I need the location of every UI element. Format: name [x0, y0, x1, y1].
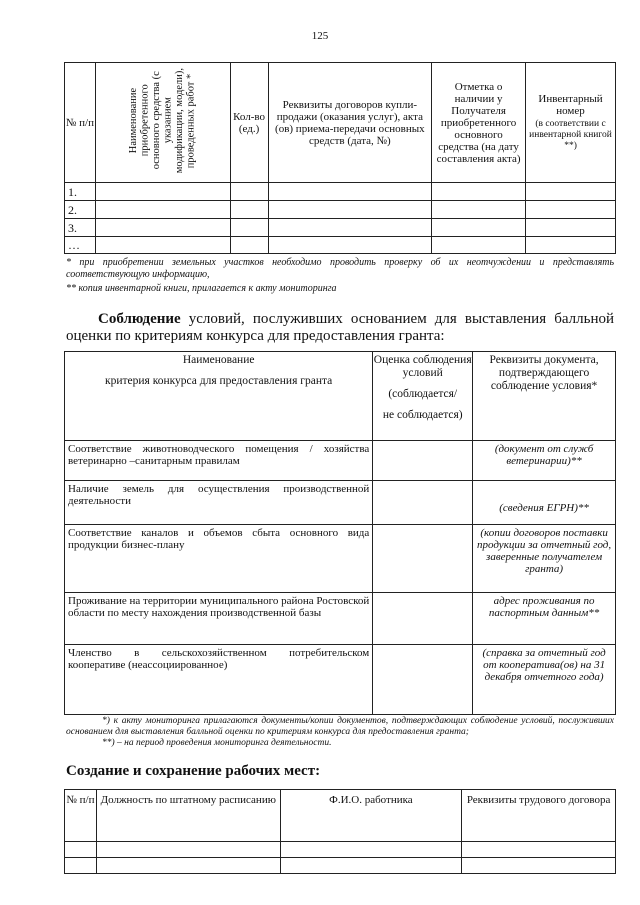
table-row: 1.	[65, 183, 616, 201]
table-row	[65, 842, 616, 858]
table-row: Членство в сельскохозяйственном потребительском кооперативе (неассоциированное) (справка за отчетный год от кооператива(ов) на 31 декабря отчетного года)	[65, 645, 616, 715]
section-jobs-title: Создание и сохранение рабочих мест:	[66, 763, 321, 779]
criteria-table	[64, 351, 616, 715]
page-number: 125	[311, 30, 329, 42]
header-number: № п/п	[65, 63, 96, 183]
header-criterion: Наименование критерия конкурса для предоставления гранта	[65, 352, 373, 441]
header-position: Должность по штатному расписанию	[96, 790, 280, 842]
footnote-land: * при приобретении земельных участков необходимо проводить проверку об их неотчуждении и представлять соответствующую информацию,	[66, 257, 614, 280]
header-quantity: Кол-во (ед.)	[230, 63, 268, 183]
header-mark: Отметка о наличии у Получателя приобретенного основного средства (на дату составления акта)	[432, 63, 526, 183]
footnote-inventory: ** копия инвентарной книги, прилагается к акту мониторинга	[66, 283, 337, 294]
table-row: Проживание на территории муниципального района Ростовской области по месту нахождения производственной базы адрес проживания по паспортным данным**	[65, 593, 616, 645]
section-compliance-title: Соблюдение условий, послуживших основанием для выставления балльной оценки по критериям конкурса для предоставления гранта:	[66, 311, 614, 344]
header-inventory: Инвентарный номер (в соответствии с инвентарной книгой **)	[526, 63, 616, 183]
assets-table	[64, 62, 616, 254]
table-row: Соответствие каналов и объемов сбыта основного вида продукции бизнес-плану (копии договоров поставки продукции за отчетный год, заверенные получателем гранта)	[65, 525, 616, 593]
table-row: 2.	[65, 201, 616, 219]
table-row	[65, 858, 616, 874]
jobs-table	[64, 789, 616, 874]
asset-name-vertical: Наименование приобретенного основного средства (с указанием модификации, модели), проведенных работ *	[128, 68, 197, 174]
header-contract: Реквизиты договоров купли-продажи (оказания услуг), акта (ов) приема-передачи основных средств (дата, №)	[268, 63, 432, 183]
footnote-period: **) – на период проведения мониторинга деятельности.	[102, 738, 332, 748]
table-row: …	[65, 237, 616, 254]
table-row: Наличие земель для осуществления производственной деятельности (сведения ЕГРН)**	[65, 481, 616, 525]
header-evaluation: Оценка соблюдения условий (соблюдается/ не соблюдается)	[373, 352, 473, 441]
header-fullname: Ф.И.О. работника	[280, 790, 462, 842]
table-row: Соответствие животноводческого помещения / хозяйства ветеринарно –санитарным правилам (документ от служб ветеринарии)**	[65, 441, 616, 481]
header-labor-contract: Реквизиты трудового договора	[462, 790, 616, 842]
footnote-attachments: *) к акту мониторинга прилагаются документы/копии документов, подтверждающих соблюдение условий, послуживших основанием для выставления балльной оценки по критериям конкурса для предоставления гранта;	[66, 716, 614, 737]
table-row: 3.	[65, 219, 616, 237]
header-documents: Реквизиты документа, подтверждающего соблюдение условия*	[473, 352, 616, 441]
header-number: № п/п	[65, 790, 97, 842]
header-asset-name	[95, 63, 230, 183]
